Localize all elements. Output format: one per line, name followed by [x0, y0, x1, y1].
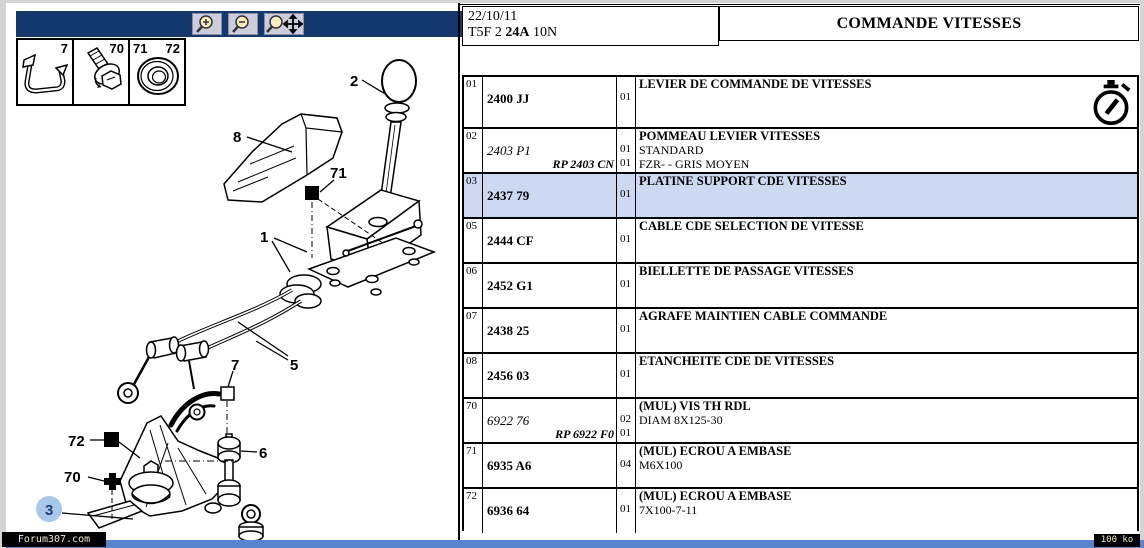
table-row[interactable] — [464, 309, 1137, 354]
callout-6[interactable]: 6 — [259, 445, 268, 462]
row-part-cell — [483, 354, 616, 397]
qty-value: 01 — [620, 188, 631, 200]
qty-value: 01 — [620, 368, 631, 380]
part-number: 2403 P1 — [487, 143, 531, 158]
row-desc-cell — [636, 309, 1137, 352]
part-description-detail: DIAM 8X125-30 — [639, 413, 723, 427]
row-ref: 71 — [464, 444, 483, 487]
row-qty-cell — [616, 77, 636, 127]
row-qty-cell — [616, 219, 636, 262]
part-description: BIELLETTE DE PASSAGE VITESSES — [639, 264, 854, 278]
row-part-cell — [483, 77, 616, 127]
part-description-detail: M6X100 — [639, 458, 683, 472]
callout-72[interactable]: 72 — [68, 433, 85, 450]
callout-7[interactable]: 7 — [231, 357, 240, 374]
stopwatch-icon[interactable] — [1088, 78, 1134, 132]
table-row[interactable] — [464, 77, 1137, 129]
qty-value: 04 — [620, 458, 631, 470]
part-description: LEVIER DE COMMANDE DE VITESSES — [639, 77, 872, 91]
row-ref: 06 — [464, 264, 483, 307]
row-part-cell — [483, 399, 616, 442]
row-ref: 02 — [464, 129, 483, 172]
bottom-window-edge — [6, 540, 1144, 548]
row-qty-cell — [616, 354, 636, 397]
part-number: 6936 64 — [487, 503, 530, 518]
row-ref: 70 — [464, 399, 483, 442]
callout-2[interactable]: 2 — [350, 73, 359, 90]
part-number: 2444 CF — [487, 233, 534, 248]
row-desc-cell — [636, 219, 1137, 262]
row-qty-cell — [616, 129, 636, 172]
part-description: POMMEAU LEVIER VITESSES — [639, 129, 821, 143]
callout-70[interactable]: 70 — [64, 469, 81, 486]
header-code: T5F 2 24A 10N — [468, 25, 558, 40]
row-ref: 72 — [464, 489, 483, 533]
row-part-cell — [483, 309, 616, 352]
row-ref: 08 — [464, 354, 483, 397]
part-description: ETANCHEITE CDE DE VITESSES — [639, 354, 835, 368]
parts-table — [462, 75, 1139, 531]
callout-square-71 — [305, 186, 319, 200]
part-replacement: RP 6922 F0 — [555, 427, 614, 441]
row-ref: 03 — [464, 174, 483, 217]
page-size-indicator: 100 ko — [1094, 534, 1140, 547]
inset-label: 71 — [133, 41, 148, 56]
gear-linkage-diagram — [6, 3, 458, 540]
part-number: 2438 25 — [487, 323, 530, 338]
row-ref: 07 — [464, 309, 483, 352]
part-description-detail: STANDARD — [639, 143, 704, 157]
row-desc-cell — [636, 489, 1137, 533]
panel-divider — [458, 3, 460, 540]
row-part-cell — [483, 219, 616, 262]
part-number: 2437 79 — [487, 188, 530, 203]
table-row[interactable] — [464, 174, 1137, 219]
row-desc-cell — [636, 399, 1137, 442]
row-part-cell — [483, 129, 616, 172]
row-qty-cell — [616, 399, 636, 442]
page-title: COMMANDE VITESSES — [719, 6, 1139, 41]
table-row[interactable] — [464, 129, 1137, 174]
row-part-cell — [483, 264, 616, 307]
table-row[interactable] — [464, 489, 1137, 533]
part-description-detail: FZR- - GRIS MOYEN — [639, 157, 750, 171]
row-desc-cell — [636, 354, 1137, 397]
part-number: 2456 03 — [487, 368, 530, 383]
part-replacement: RP 2403 CN — [552, 157, 614, 171]
header-date: 22/10/11 — [468, 9, 518, 24]
qty-value: 02 — [620, 413, 631, 425]
callout-1[interactable]: 1 — [260, 229, 269, 246]
row-qty-cell — [616, 489, 636, 533]
row-qty-cell — [616, 174, 636, 217]
part-description: (MUL) ECROU A EMBASE — [639, 489, 792, 503]
qty-value: 01 — [620, 233, 631, 245]
diagram-panel — [6, 3, 458, 540]
row-part-cell — [483, 444, 616, 487]
callout-3[interactable]: 3 — [45, 502, 54, 519]
inset-label: 7 — [60, 41, 68, 56]
qty-value: 01 — [620, 91, 631, 103]
row-ref: 05 — [464, 219, 483, 262]
part-description: PLATINE SUPPORT CDE VITESSES — [639, 174, 847, 188]
watermark-forum307: Forum307.com — [2, 532, 106, 547]
qty-value: 01 — [620, 143, 631, 155]
qty-value: 01 — [620, 427, 631, 439]
header-top-rule — [460, 4, 1140, 5]
table-row[interactable] — [464, 444, 1137, 489]
row-desc-cell — [636, 444, 1137, 487]
row-desc-cell — [636, 174, 1137, 217]
callout-71[interactable]: 71 — [330, 165, 347, 182]
callout-8[interactable]: 8 — [233, 129, 242, 146]
part-description-detail: 7X100-7-11 — [639, 503, 698, 517]
part-description: AGRAFE MAINTIEN CABLE COMMANDE — [639, 309, 888, 323]
table-row[interactable] — [464, 399, 1137, 444]
callout-plus-70 — [104, 473, 121, 490]
qty-value: 01 — [620, 323, 631, 335]
row-part-cell — [483, 174, 616, 217]
row-part-cell — [483, 489, 616, 533]
part-number: 2452 G1 — [487, 278, 533, 293]
inset-label: 70 — [109, 41, 124, 56]
qty-value: 01 — [620, 503, 631, 515]
table-row[interactable] — [464, 354, 1137, 399]
row-qty-cell — [616, 309, 636, 352]
callout-square-7 — [221, 387, 234, 400]
qty-value: 01 — [620, 157, 631, 169]
row-ref: 01 — [464, 77, 483, 127]
part-number: 6922 76 — [487, 413, 530, 428]
header-info-box — [462, 6, 719, 46]
row-qty-cell — [616, 444, 636, 487]
table-row[interactable] — [464, 264, 1137, 309]
part-description: (MUL) ECROU A EMBASE — [639, 444, 792, 458]
inset-label: 72 — [165, 41, 180, 56]
qty-value: 01 — [620, 278, 631, 290]
row-desc-cell — [636, 129, 1137, 172]
part-number: 2400 JJ — [487, 91, 530, 106]
callout-square-72 — [104, 432, 119, 447]
row-qty-cell — [616, 264, 636, 307]
part-number: 6935 A6 — [487, 458, 532, 473]
row-desc-cell — [636, 77, 1137, 127]
row-desc-cell — [636, 264, 1137, 307]
callout-5[interactable]: 5 — [290, 357, 299, 374]
part-description: (MUL) VIS TH RDL — [639, 399, 751, 413]
table-row[interactable] — [464, 219, 1137, 264]
part-description: CABLE CDE SELECTION DE VITESSE — [639, 219, 864, 233]
